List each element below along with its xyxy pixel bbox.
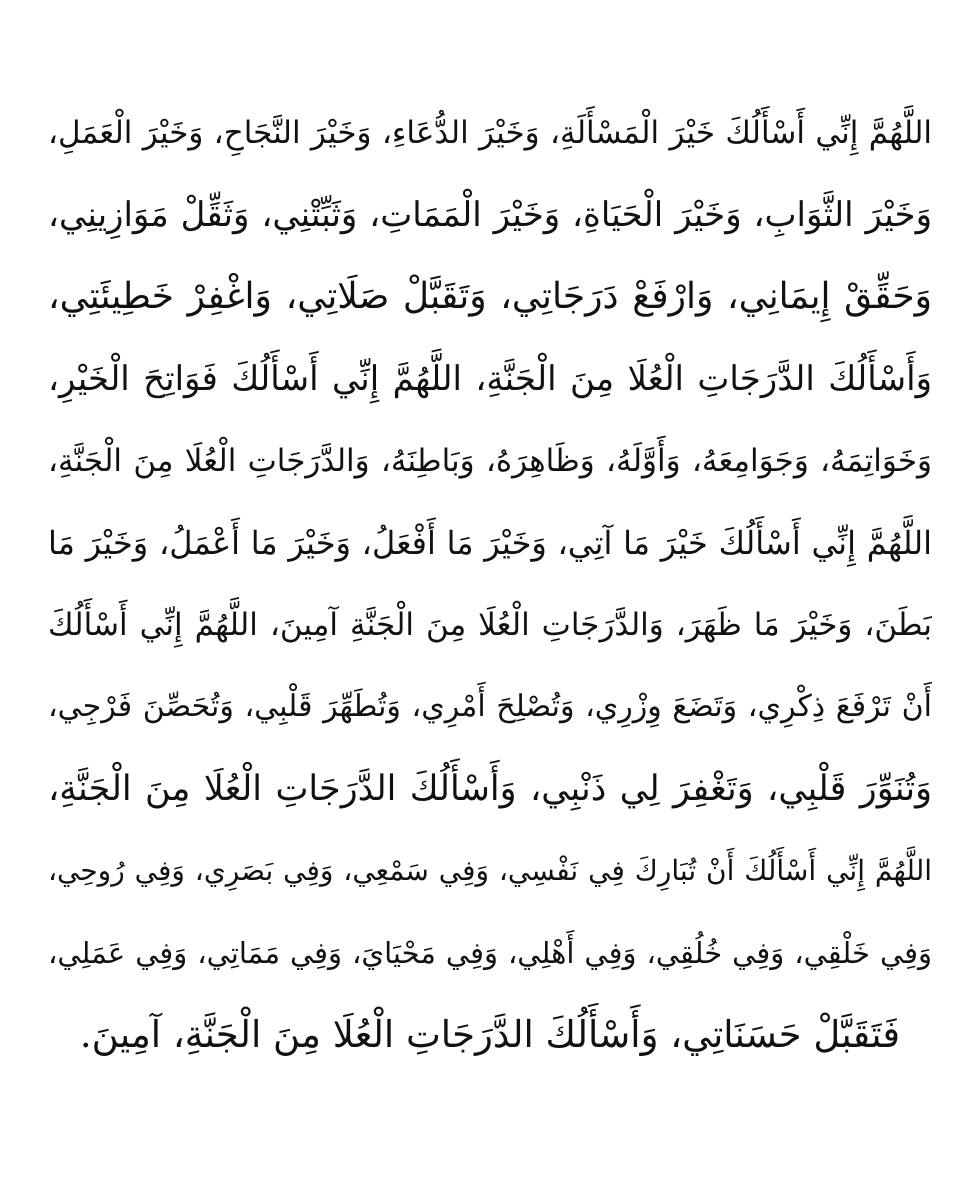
text-line-11: وَفِي خَلْقِي، وَفِي خُلُقِي، وَفِي أَهْلِي، وَفِي مَحْيَايَ، وَفِي مَمَاتِي، وَفِي عَمَلِي، — [48, 936, 932, 970]
text-line-10: اللَّهُمَّ إِنِّي أَسْأَلُكَ أَنْ تُبَارِكَ فِي نَفْسِي، وَفِي سَمْعِي، وَفِي بَصَرِي، وَفِي رُوحِي، — [48, 854, 932, 887]
text-line-6: اللَّهُمَّ إِنِّي أَسْأَلُكَ خَيْرَ مَا آتِي، وَخَيْرَ مَا أَفْعَلُ، وَخَيْرَ مَا أَعْمَلُ، وَخَيْرَ مَا — [48, 524, 932, 562]
text-line-4: وَأَسْأَلُكَ الدَّرَجَاتِ الْعُلَا مِنَ الْجَنَّةِ، اللَّهُمَّ إِنِّي أَسْأَلُكَ فَوَاتِحَ الْخَيْرِ، — [48, 359, 932, 399]
text-line-2: وَخَيْرَ الثَّوَابِ، وَخَيْرَ الْحَيَاةِ، وَخَيْرَ الْمَمَاتِ، وَثَبِّتْنِي، وَثَقِّلْ مَوَازِينِي، — [48, 195, 932, 235]
text-line-1: اللَّهُمَّ إِنِّي أَسْأَلُكَ خَيْرَ الْمَسْأَلَةِ، وَخَيْرَ الدُّعَاءِ، وَخَيْرَ النَّجَاحِ، وَخَيْرَ الْعَمَلِ، — [48, 115, 932, 151]
text-line-9: وَتُنَوِّرَ قَلْبِي، وَتَغْفِرَ لِي ذَنْبِي، وَأَسْأَلُكَ الدَّرَجَاتِ الْعُلَا مِنَ الْجَنَّةِ، — [48, 769, 932, 809]
text-line-8: أَنْ تَرْفَعَ ذِكْرِي، وَتَضَعَ وِزْرِي، وَتُصْلِحَ أَمْرِي، وَتُطَهِّرَ قَلْبِي، وَتُحَصِّنَ فَرْجِي، — [48, 689, 932, 724]
text-line-7: بَطَنَ، وَخَيْرَ مَا ظَهَرَ، وَالدَّرَجَاتِ الْعُلَا مِنَ الْجَنَّةِ آمِينَ، اللَّهُمَّ إِنِّي أَسْأَلُكَ — [48, 607, 932, 643]
text-line-5: وَخَوَاتِمَهُ، وَجَوَامِعَهُ، وَأَوَّلَهُ، وَظَاهِرَهُ، وَبَاطِنَهُ، وَالدَّرَجَاتِ الْعُلَا مِنَ الْجَنَّةِ، — [48, 443, 932, 479]
supplication-text — [48, 92, 932, 1076]
text-line-12: فَتَقَبَّلْ حَسَنَاتِي، وَأَسْأَلُكَ الدَّرَجَاتِ الْعُلَا مِنَ الْجَنَّةِ، آمِينَ. — [79, 1013, 901, 1056]
text-line-3: وَحَقِّقْ إِيمَانِي، وَارْفَعْ دَرَجَاتِي، وَتَقَبَّلْ صَلَاتِي، وَاغْفِرْ خَطِيئَتِي، — [48, 276, 932, 317]
